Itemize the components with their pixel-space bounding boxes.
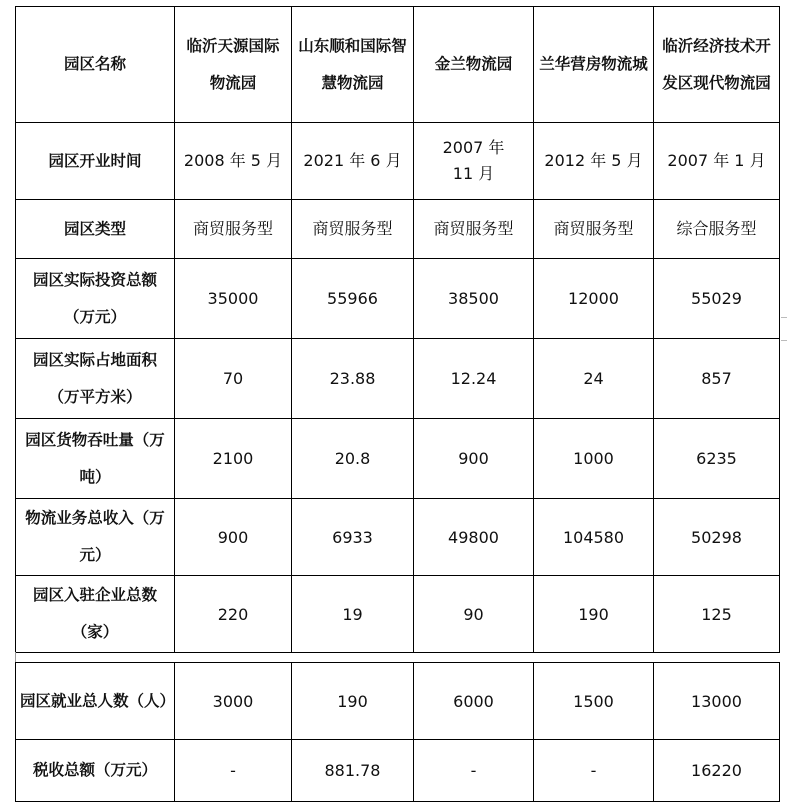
- table-row: [16, 740, 780, 802]
- table-cell: 50298: [654, 499, 780, 576]
- park-comparison-table: [15, 6, 780, 653]
- table-cell: 6000: [414, 663, 534, 740]
- table-cell: 857: [654, 339, 780, 419]
- table-row: [16, 123, 780, 200]
- table-row: [16, 499, 780, 576]
- table-cell: 38500: [414, 259, 534, 339]
- page-break-line: [15, 652, 16, 662]
- park-name-2: 山东顺和国际智慧物流园: [292, 7, 414, 123]
- table-cell: -: [175, 740, 292, 802]
- table-cell: 35000: [175, 259, 292, 339]
- table-cell: 900: [175, 499, 292, 576]
- table-cell: 综合服务型: [654, 200, 780, 259]
- table-cell: 881.78: [292, 740, 414, 802]
- table-cell: 6235: [654, 419, 780, 499]
- row-label: 园区货物吞吐量（万吨）: [16, 419, 175, 499]
- table-cell: 19: [292, 576, 414, 653]
- margin-marker: [781, 340, 787, 341]
- table-cell: 12.24: [414, 339, 534, 419]
- table-cell: 2012 年 5 月: [534, 123, 654, 200]
- table-cell: 190: [534, 576, 654, 653]
- table-cell: 190: [292, 663, 414, 740]
- table-cell: 3000: [175, 663, 292, 740]
- table-cell: 16220: [654, 740, 780, 802]
- table-cell: 13000: [654, 663, 780, 740]
- table-row: [16, 663, 780, 740]
- table-cell: 90: [414, 576, 534, 653]
- table-row: [16, 200, 780, 259]
- row-label: 园区就业总人数（人）: [16, 663, 175, 740]
- table-cell: 6933: [292, 499, 414, 576]
- table-row: [16, 576, 780, 653]
- table-cell: 2021 年 6 月: [292, 123, 414, 200]
- table-cell: 20.8: [292, 419, 414, 499]
- park-name-5: 临沂经济技术开发区现代物流园: [654, 7, 780, 123]
- row-label: 园区类型: [16, 200, 175, 259]
- table-cell: 24: [534, 339, 654, 419]
- table-cell: 12000: [534, 259, 654, 339]
- park-name-1: 临沂天源国际物流园: [175, 7, 292, 123]
- table-cell: 商贸服务型: [414, 200, 534, 259]
- header-row: [16, 7, 780, 123]
- table-cell: -: [414, 740, 534, 802]
- table-cell: 2008 年 5 月: [175, 123, 292, 200]
- table-cell: 23.88: [292, 339, 414, 419]
- table-cell: 900: [414, 419, 534, 499]
- row-label: 园区实际占地面积（万平方米）: [16, 339, 175, 419]
- row-label: 税收总额（万元）: [16, 740, 175, 802]
- table-cell: 商贸服务型: [292, 200, 414, 259]
- table-cell: 55029: [654, 259, 780, 339]
- table-row: [16, 419, 780, 499]
- table-cell: -: [534, 740, 654, 802]
- row-label: 园区开业时间: [16, 123, 175, 200]
- table-cell: 1000: [534, 419, 654, 499]
- table-cell: 70: [175, 339, 292, 419]
- table-cell: 2100: [175, 419, 292, 499]
- row-label: 物流业务总收入（万元）: [16, 499, 175, 576]
- margin-marker: [781, 317, 787, 318]
- table-row: [16, 259, 780, 339]
- park-comparison-table-continued: [15, 662, 780, 802]
- table-cell: 55966: [292, 259, 414, 339]
- row-label: 园区实际投资总额（万元）: [16, 259, 175, 339]
- table-cell: 商贸服务型: [534, 200, 654, 259]
- table-cell: 125: [654, 576, 780, 653]
- park-name-3: 金兰物流园: [414, 7, 534, 123]
- table-cell: 104580: [534, 499, 654, 576]
- header-label: 园区名称: [16, 7, 175, 123]
- table-cell: 220: [175, 576, 292, 653]
- table-cell: 2007 年 1 月: [654, 123, 780, 200]
- table-cell: 1500: [534, 663, 654, 740]
- table-row: [16, 339, 780, 419]
- park-name-4: 兰华营房物流城: [534, 7, 654, 123]
- table-cell: 49800: [414, 499, 534, 576]
- table-cell: 2007 年 11 月: [414, 123, 534, 200]
- row-label: 园区入驻企业总数（家）: [16, 576, 175, 653]
- table-cell: 商贸服务型: [175, 200, 292, 259]
